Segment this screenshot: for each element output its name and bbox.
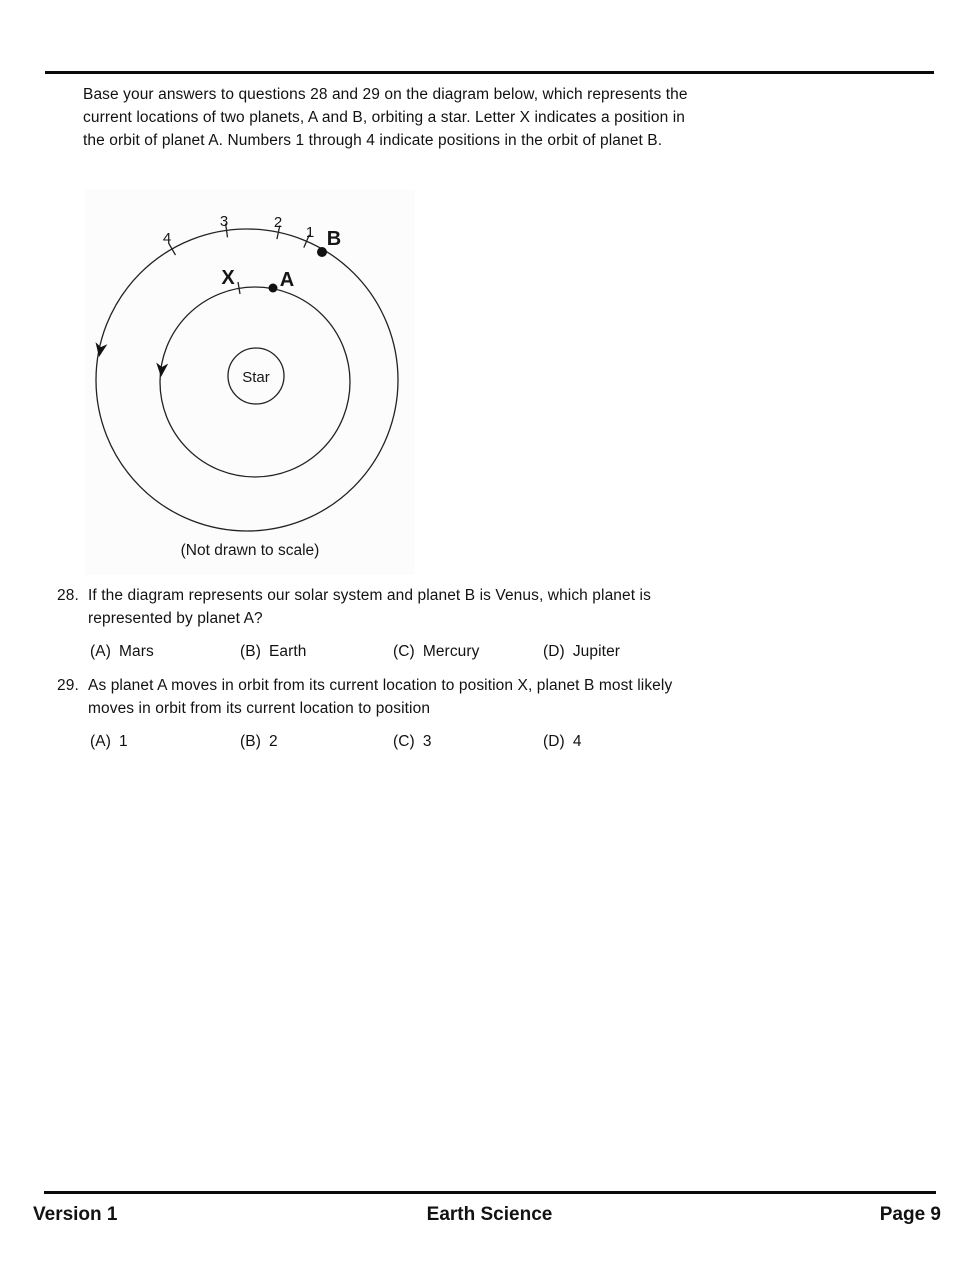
option-text: 3 (422, 733, 432, 750)
question-text-line: If the diagram represents our solar system and planet B is Venus, which planet is (88, 587, 651, 604)
option-a (90, 730, 128, 753)
position-4-label: 4 (162, 230, 172, 247)
footer-version: Version 1 (33, 1204, 118, 1225)
planet-b-label: B (326, 228, 342, 250)
option-a (90, 640, 154, 663)
option-b (240, 730, 278, 753)
intro-line: the orbit of planet A. Numbers 1 through 4 indicate positions in the orbit of planet B. (83, 132, 663, 149)
option-text: 1 (118, 733, 128, 750)
option-text: Jupiter (572, 643, 621, 660)
option-c (393, 640, 480, 663)
position-2-label: 2 (273, 214, 283, 231)
option-letter: (B) (240, 733, 261, 750)
orbit-diagram (85, 190, 415, 575)
option-letter: (A) (90, 733, 111, 750)
option-text: 2 (268, 733, 278, 750)
question-text-line: represented by planet A? (88, 610, 263, 627)
option-d (543, 640, 620, 663)
planet-a-label: A (279, 269, 295, 291)
planet-a-dot (269, 284, 278, 293)
option-text: Earth (268, 643, 307, 660)
intro-line: current locations of two planets, A and B, orbiting a star. Letter X indicates a position in (83, 109, 685, 126)
option-letter: (C) (393, 733, 415, 750)
footer-page-number: Page 9 (879, 1204, 941, 1225)
footer-divider-line (44, 1191, 936, 1194)
option-letter: (A) (90, 643, 111, 660)
question-text-line: As planet A moves in orbit from its current location to position X, planet B most likely (88, 677, 673, 694)
answer-options-row (57, 730, 672, 753)
position-x-label: X (221, 267, 235, 289)
intro-line: Base your answers to questions 28 and 29 on the diagram below, which represents the (83, 86, 688, 103)
question-number: 28. (57, 587, 79, 604)
question-number: 29. (57, 677, 79, 694)
top-divider-line (45, 71, 934, 74)
option-letter: (D) (543, 733, 565, 750)
option-letter: (B) (240, 643, 261, 660)
intro-paragraph (83, 83, 688, 152)
question-text-line: moves in orbit from its current location to position (88, 700, 431, 717)
option-c (393, 730, 432, 753)
star-label: Star (242, 369, 270, 386)
footer-subject-title: Earth Science (426, 1204, 553, 1225)
question-28 (57, 584, 651, 663)
diagram-caption: (Not drawn to scale) (180, 542, 320, 559)
answer-options-row (57, 640, 651, 663)
option-text: Mercury (422, 643, 480, 660)
position-3-label: 3 (219, 213, 229, 230)
option-text: 4 (572, 733, 582, 750)
option-d (543, 730, 582, 753)
question-29 (57, 674, 672, 753)
option-text: Mars (118, 643, 154, 660)
planet-b-dot (317, 247, 327, 257)
position-1-label: 1 (305, 224, 315, 241)
option-letter: (D) (543, 643, 565, 660)
option-letter: (C) (393, 643, 415, 660)
option-b (240, 640, 307, 663)
orbit-diagram-svg (85, 190, 415, 575)
